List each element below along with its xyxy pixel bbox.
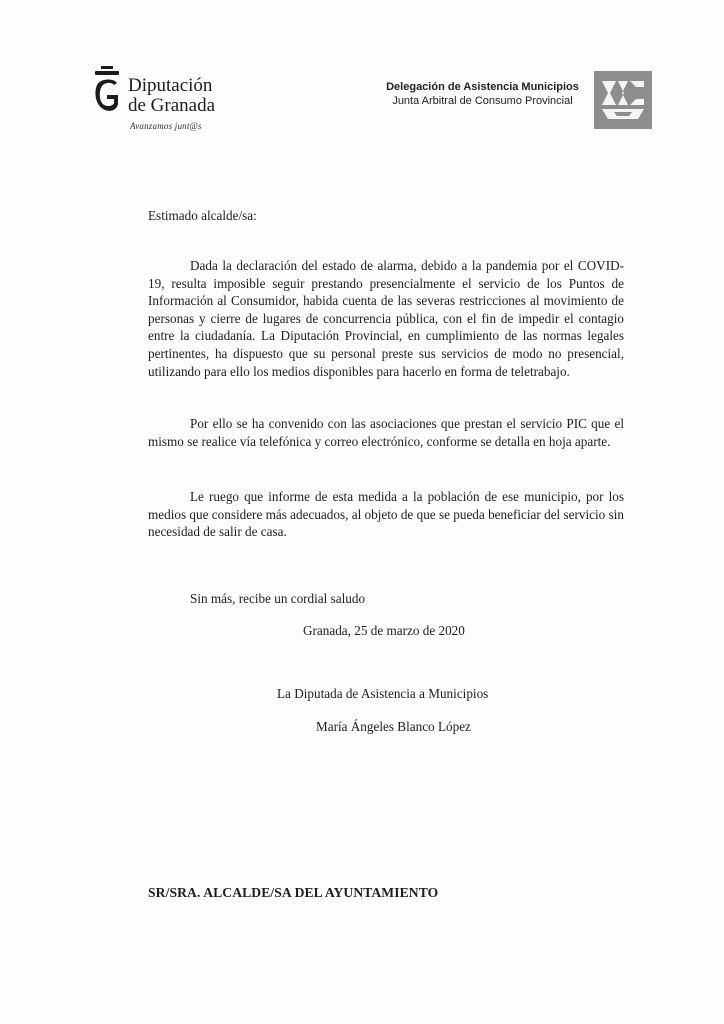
letter-date: Granada, 25 de marzo de 2020 [303, 623, 465, 638]
diputacion-granada-logo-icon [90, 66, 124, 116]
closing-line: Sin más, recibe un cordial saludo [190, 591, 366, 606]
paragraph-1: Dada la declaración del estado de alarma, debido a la pandemia por el COVID-19, resulta imposible seguir prestando presencialmente el servicio de los Puntos de Información al Consumidor, habida cuenta de las severas restricciones al movimiento de personas y cierre de lugares de concurrencia pública, con el fin de impedir el contagio entre la ciudadanía. La Diputación Provincial, en cumplimiento de las normas legales pertinentes, ha dispuesto que su personal preste sus servicios de modo no presencial, utilizando para ello los medios disponibles para hacerlo en forma de teletrabajo. [148, 258, 624, 379]
logo-name-line1: Diputación [128, 75, 213, 96]
delegation-header [370, 80, 595, 109]
salutation: Estimado alcalde/sa: [148, 208, 257, 223]
logo-name-line2: de Granada [128, 95, 216, 116]
diputacion-logo [90, 64, 250, 140]
paragraph-2: Por ello se ha convenido con las asociaciones que prestan el servicio PIC que el mismo se realice vía telefónica y correo electrónico, conforme se detalla en hoja aparte. [148, 416, 624, 449]
logo-tagline: Avanzamos junt@s [130, 121, 202, 131]
signer-title: La Diputada de Asistencia a Municipios [277, 686, 489, 701]
logo-wordmark [128, 76, 215, 116]
delegation-subtitle: Junta Arbitral de Consumo Provincial [392, 95, 573, 107]
delegation-title: Delegación de Asistencia Municipios [386, 81, 579, 93]
junta-arbitral-emblem-icon [594, 71, 652, 129]
paragraph-3: Le ruego que informe de esta medida a la población de ese municipio, por los medios que considere más adecuados, al objeto de que se pueda beneficiar del servicio sin necesidad de salir de casa. [148, 489, 624, 540]
signer-name: María Ángeles Blanco López [316, 719, 471, 734]
addressee: SR/SRA. ALCALDE/SA DEL AYUNTAMIENTO [148, 885, 439, 900]
